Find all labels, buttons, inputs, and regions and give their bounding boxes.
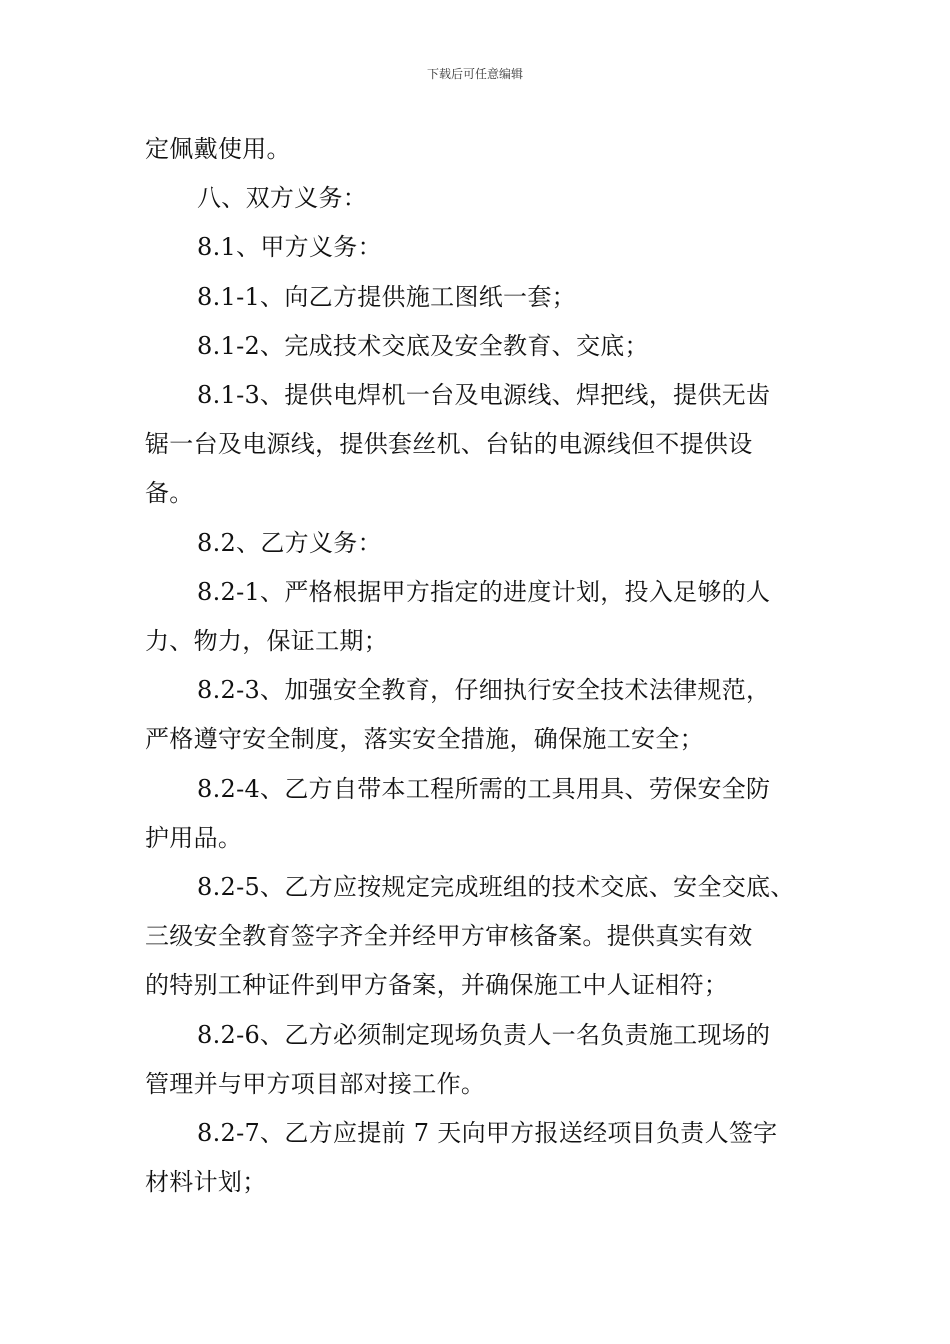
clause-8-2-4-line-2: 护用品。 <box>145 823 243 852</box>
clause-8-2-4-line-1: 8.2-4、乙方自带本工程所需的工具用具、劳保安全防 <box>197 774 771 803</box>
subsection-heading-party-a: 8.1、甲方义务： <box>197 233 382 262</box>
clause-8-1-3-line-1: 8.1-3、提供电焊机一台及电源线、焊把线，提供无齿 <box>197 381 771 410</box>
clause-8-1-1: 8.1-1、向乙方提供施工图纸一套； <box>197 282 576 311</box>
clause-8-2-5-line-2: 三级安全教育签字齐全并经甲方审核备案。提供真实有效 <box>145 922 753 951</box>
paragraph-continuation: 定佩戴使用。 <box>145 135 291 163</box>
clause-8-2-5-line-1: 8.2-5、乙方应按规定完成班组的技术交底、安全交底、 <box>197 873 795 902</box>
clause-8-2-1-line-2: 力、物力，保证工期； <box>145 627 388 656</box>
clause-8-2-7-line-2: 材料计划； <box>145 1168 267 1197</box>
subsection-heading-party-b: 8.2、乙方义务： <box>197 528 382 557</box>
clause-8-2-6-line-1: 8.2-6、乙方必须制定现场负责人一名负责施工现场的 <box>197 1020 771 1049</box>
clause-8-2-1-line-1: 8.2-1、严格根据甲方指定的进度计划，投入足够的人 <box>197 577 771 606</box>
clause-8-1-3-line-3: 备。 <box>145 479 194 508</box>
clause-8-2-3-line-2: 严格遵守安全制度，落实安全措施，确保施工安全； <box>145 725 704 754</box>
clause-8-1-3-line-2: 锯一台及电源线，提供套丝机、台钻的电源线但不提供设 <box>145 430 753 459</box>
document-body <box>145 125 825 1207</box>
clause-8-2-3-line-1: 8.2-3、加强安全教育，仔细执行安全技术法律规范， <box>197 676 771 705</box>
clause-8-2-7-line-1: 8.2-7、乙方应提前 7 天向甲方报送经项目负责人签字 <box>197 1119 778 1148</box>
section-heading-obligations: 八、双方义务： <box>197 184 368 213</box>
clause-8-2-5-line-3: 的特别工种证件到甲方备案，并确保施工中人证相符； <box>145 971 729 1000</box>
clause-8-1-2: 8.1-2、完成技术交底及安全教育、交底； <box>197 331 649 360</box>
clause-8-2-6-line-2: 管理并与甲方项目部对接工作。 <box>145 1069 486 1098</box>
page-header: 下载后可任意编辑 <box>426 67 523 81</box>
